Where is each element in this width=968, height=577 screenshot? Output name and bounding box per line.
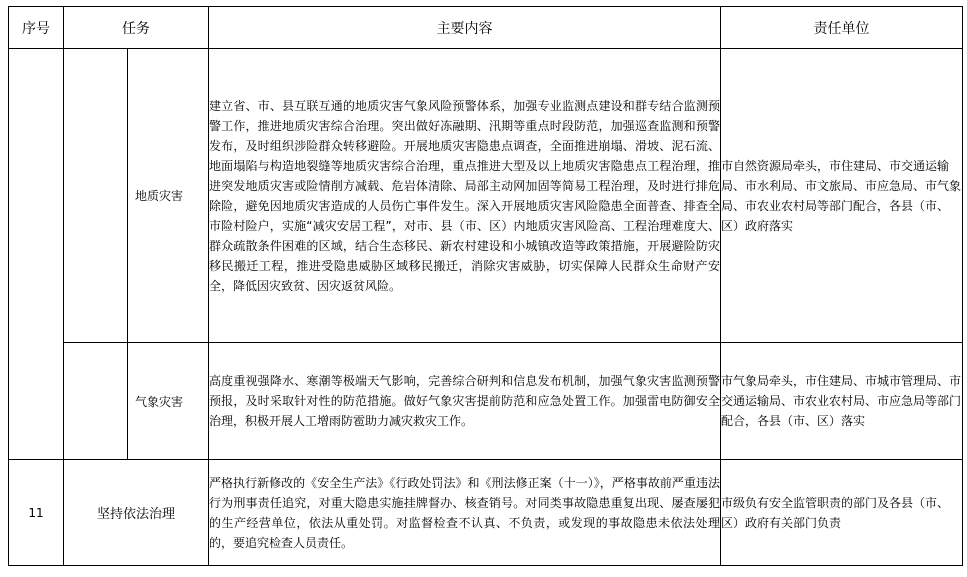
subitem-divider-line (127, 49, 128, 342)
header-content: 主要内容 (209, 7, 721, 49)
row-content: 严格执行新修改的《安全生产法》《行政处罚法》和《刑法修正案（十一）》，严格事故前严重违法行为刑事责任追究，对重大隐患实施挂牌督办、核查销号。对同类事故隐患重复出现、屡查屡犯的生产经营单位，依法从重处罚。对监督检查不认真、不负责，或发现的事故隐患未依法处理的，要追究检查人员责任。 (209, 460, 721, 566)
subitem-divider-line (127, 343, 128, 459)
row-number (9, 49, 64, 460)
header-row (9, 7, 963, 49)
subitem-content-geology: 建立省、市、县互联互通的地质灾害气象风险预警体系，加强专业监测点建设和群专结合监测预警工作，推进地质灾害综合治理。突出做好冻融期、汛期等重点时段防范，加强巡查监测和预警发布，及时组织涉险群众转移避险。开展地质灾害隐患点调查，全面推进崩塌、滑坡、泥石流、地面塌陷与构造地裂缝等地质灾害综合治理，重点推进大型及以上地质灾害隐患点工程治理，推进突发地质灾害或险情削方减载、危岩体清除、局部主动网加固等简易工程治理，及时进行排危除险，避免因地质灾害造成的人员伤亡事件发生。深入开展地质灾害风险隐患全面普查、排查全市险村险户，实施“减灾安居工程”，对市、县（市、区）内地质灾害风险高、工程治理难度大、群众疏散条件困难的区域，结合生态移民、新农村建设和小城镇改造等政策措施，开展避险防灾移民搬迁工程，推进受隐患威胁区域移民搬迁，消除灾害威胁，切实保障人民群众生命财产安全，降低因灾致贫、因灾返贫风险。 (209, 49, 721, 343)
subitem-content-weather: 高度重视强降水、寒潮等极端天气影响，完善综合研判和信息发布机制，加强气象灾害监测预警预报，及时采取针对性的防范措施。做好气象灾害提前防范和应急处置工作。加强雷电防御安全治理，积极开展人工增雨防雹助力减灾救灾工作。 (209, 343, 721, 460)
subitem-name-geology (64, 49, 209, 343)
subitem-responsible-weather: 市气象局牵头，市住建局、市城市管理局、市交通运输局、市农业农村局、市应急局等部门配合，各县（市、区）落实 (721, 343, 963, 460)
subitem-label-geology: 地质灾害 (135, 189, 184, 203)
table-row (9, 460, 963, 566)
table-row (9, 343, 963, 460)
subitem-responsible-geology: 市自然资源局牵头，市住建局、市交通运输局、市水利局、市文旅局、市应急局、市气象局、市农业农村局等部门配合，各县（市、区）政府落实 (721, 49, 963, 343)
table-row (9, 49, 963, 343)
subitem-name-weather (64, 343, 209, 460)
row-number: 11 (9, 460, 64, 566)
row-responsible: 市级负有安全监管职责的部门及各县（市、区）政府有关部门负责 (721, 460, 963, 566)
header-task: 任务 (64, 7, 209, 49)
header-number: 序号 (9, 7, 64, 49)
row-task: 坚持依法治理 (64, 460, 209, 566)
subitem-label-weather: 气象灾害 (135, 394, 184, 409)
header-responsible: 责任单位 (721, 7, 963, 49)
task-table (8, 6, 963, 566)
